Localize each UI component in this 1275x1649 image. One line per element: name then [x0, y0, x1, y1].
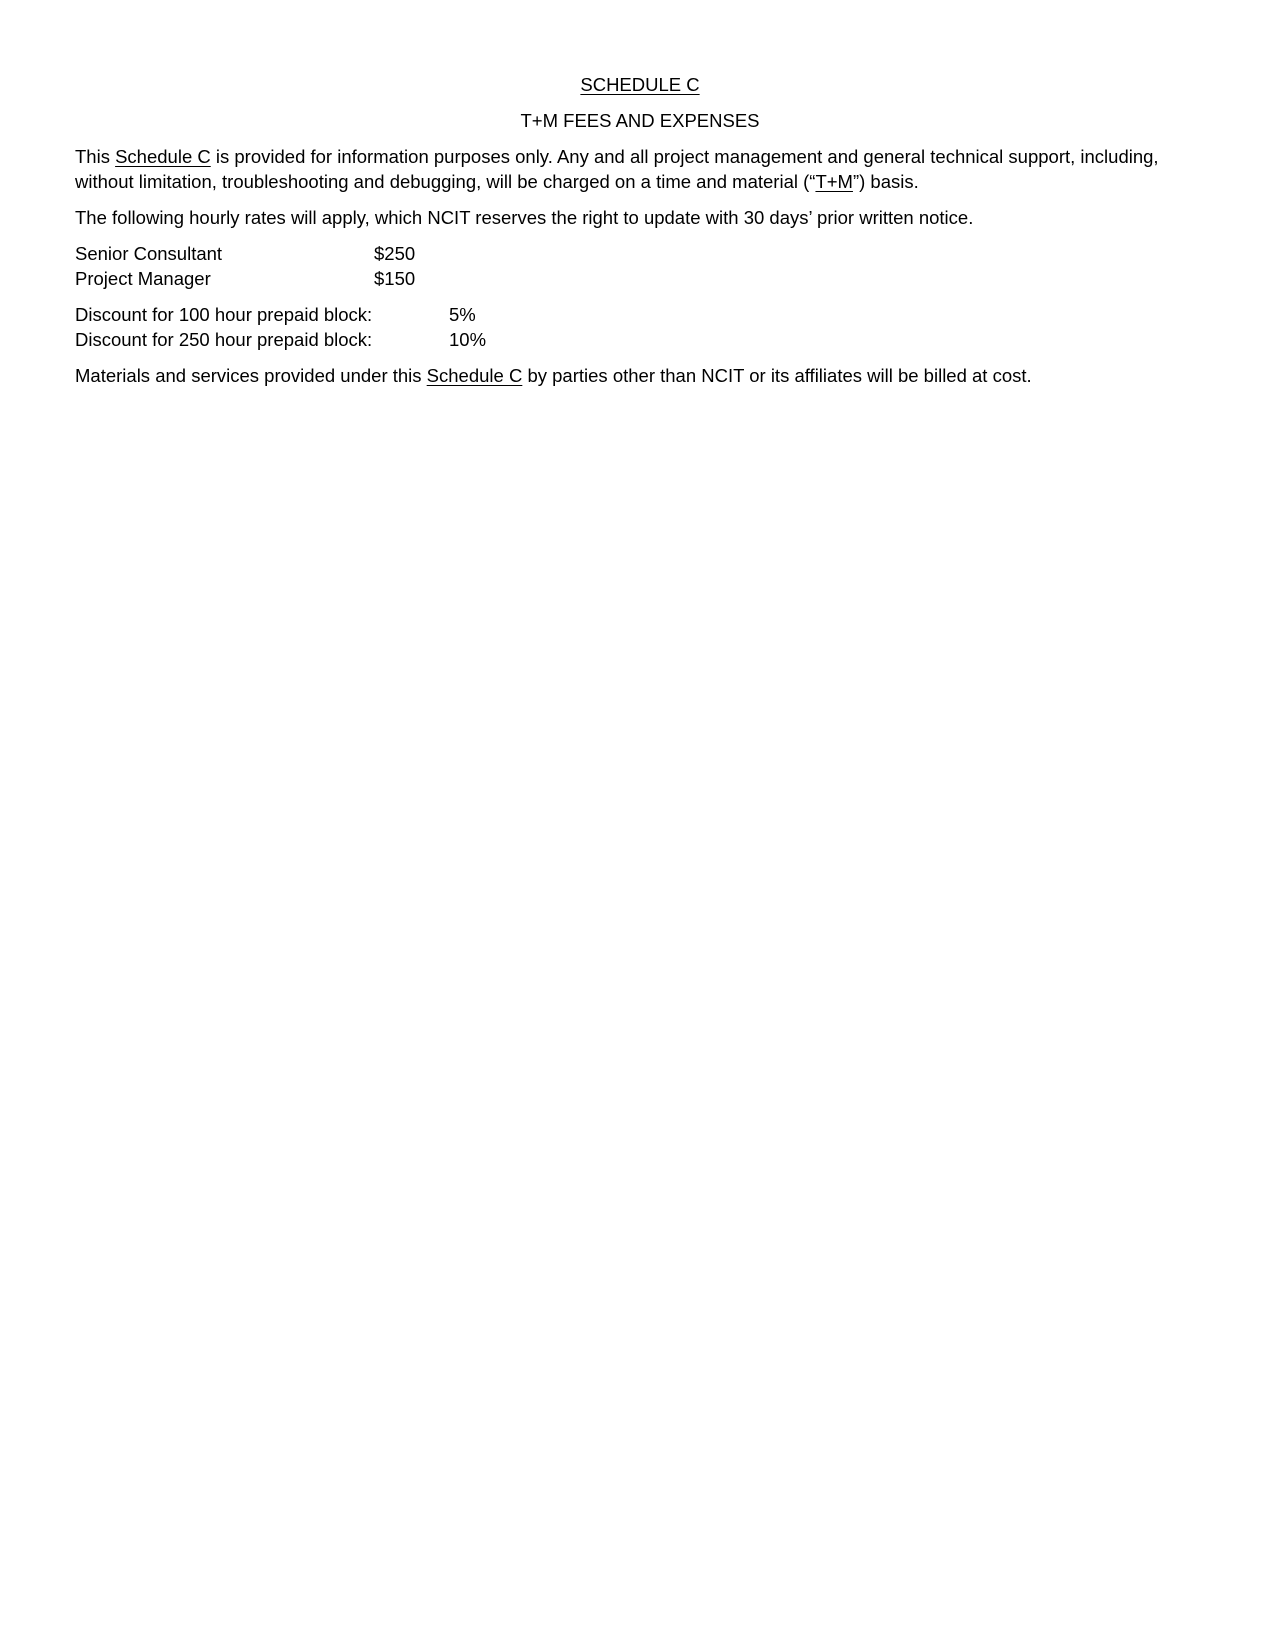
discount-label: Discount for 250 hour prepaid block:: [75, 329, 373, 350]
rate-value: $250: [374, 243, 416, 264]
rate-value: $150: [374, 268, 416, 289]
document-title-wrapper: [75, 72, 1205, 97]
discounts-list: [75, 302, 1205, 352]
closing-text-2: by parties other than NCIT or its affiliates will be billed at cost.: [522, 365, 1032, 386]
schedule-c-reference: Schedule C: [115, 146, 211, 167]
hourly-rates-list: [75, 241, 1205, 291]
discount-value: 10%: [449, 329, 487, 350]
closing-paragraph: [75, 363, 1205, 388]
rate-row: [75, 266, 1205, 291]
rate-role: Senior Consultant: [75, 243, 223, 264]
document-page: [75, 72, 1205, 399]
discount-row: [75, 302, 1205, 327]
discount-value: 5%: [449, 304, 476, 325]
rate-role: Project Manager: [75, 268, 211, 289]
discount-row: [75, 327, 1205, 352]
rate-row: [75, 241, 1205, 266]
tm-definition: T+M: [815, 171, 853, 192]
schedule-c-reference: Schedule C: [426, 365, 523, 386]
discount-label: Discount for 100 hour prepaid block:: [75, 304, 373, 325]
intro-text-3: ”) basis.: [852, 171, 919, 192]
document-subtitle: T+M FEES AND EXPENSES: [520, 110, 760, 131]
intro-text-2: is provided for information purposes only. Any and all project management and general technical support, including, without limitation, troubleshooting and debugging, will be charged on a time and material (“: [75, 146, 1159, 192]
closing-text-1: Materials and services provided under this: [75, 365, 427, 386]
document-title: SCHEDULE C: [580, 74, 700, 95]
intro-paragraph: [75, 144, 1205, 194]
intro-text-1: This: [75, 146, 116, 167]
rates-intro-paragraph: The following hourly rates will apply, which NCIT reserves the right to update with 30 days’ prior written notice.: [75, 207, 974, 228]
